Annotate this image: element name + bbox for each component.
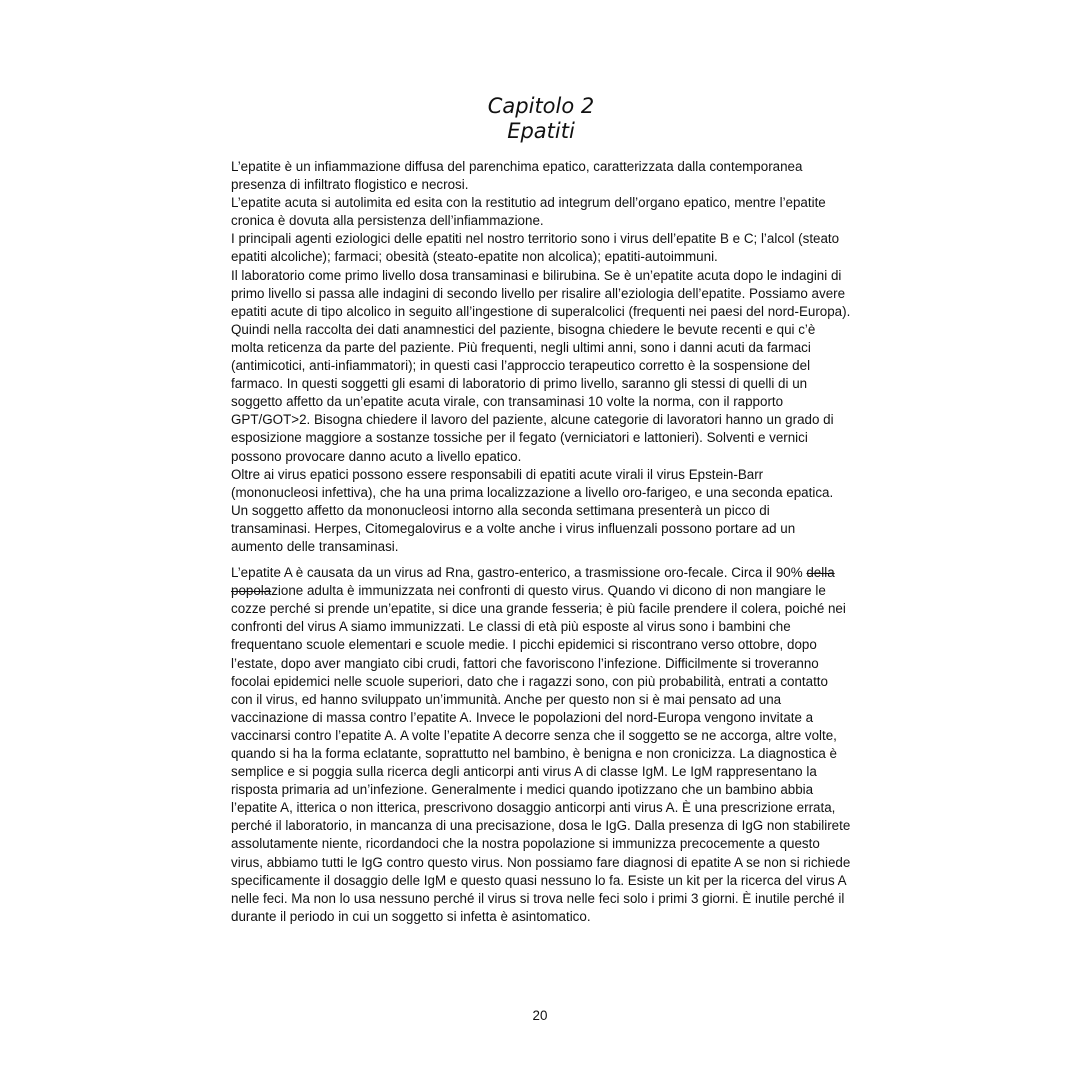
text-run: zione adulta è immunizzata nei confronti di questo virus. Quando vi dicono di non mangiare le cozze perché si prende un’epatite, si dice una grande fesseria; è più facile prendere il colera, poiché nei confronti del virus A siamo immunizzati. Le classi di età più esposte al virus sono i bambini che frequentano scuole elementari e scuole medie. I picchi epidemici si riscontrano verso ottobre, dopo l’estate, dopo aver mangiato cibi crudi, fattori che favoriscono l’infezione. Difficilmente si troveranno focolai epidemici nelle scuole superiori, dato che i ragazzi sono, con più probabilità, entrati a contatto con il virus, ed hanno sviluppato un’immunità. Anche per questo non si è mai pensato ad una vaccinazione di massa contro l’epatite A. Invece le popolazioni del nord-Europa vengono invitate a vaccinarsi contro l’epatite A. A volte l’epatite A decorre senza che il soggetto se ne accorga, altre volte, quando si ha la forma eclatante, soprattutto nel bambino, è benigna e non cronicizza. La diagnostica è semplice e si poggia sulla ricerca degli anticorpi anti virus A di classe IgM. Le IgM rappresentano la risposta primaria ad un’infezione. Generalmente i medici quando ipotizzano che un bambino abbia l’epatite A, itterica o non itterica, prescrivono dosaggio anticorpi anti virus A. È una prescrizione errata, perché il laboratorio, in mancanza di una precisazione, dosa le IgG. Dalla presenza di IgG non stabilirete assolutamente niente, ricordandoci che la nostra popolazione si immunizza precocemente a questo virus, abbiamo tutti le IgG contro questo virus. Non possiamo fare diagnosi di epatite A se non si richiede specificamente il dosaggio delle IgM e questo quasi nessuno lo fa. Esiste un kit per la ricerca del virus A nelle feci. Ma non lo usa nessuno perché il virus si trova nelle feci solo i primi 3 giorni. È inutile perché il durante il periodo in cui un soggetto si infetta è asintomatico. <box>231 583 851 924</box>
chapter-number: Capitolo 2 <box>487 94 595 118</box>
paragraph: Il laboratorio come primo livello dosa transaminasi e bilirubina. Se è un’epatite acuta dopo le indagini di primo livello si passa alle indagini di secondo livello per risalire all’eziologia dell’epatite. Possiamo avere epatiti acute di tipo alcolico in seguito all’ingestione di superalcolici (frequenti nei paesi del nord-Europa). Quindi nella raccolta dei dati anamnestici del paziente, bisogna chiedere le bevute recenti e qui c’è molta reticenza da parte del paziente. Più frequenti, negli ultimi anni, sono i danni acuti da farmaci (antimicotici, anti-infiammatori); in questi casi l’approccio terapeutico corretto è la sospensione del farmaco. In questi soggetti gli esami di laboratorio di primo livello, saranno gli stessi di quelli di un soggetto affetto da un’epatite acuta virale, con transaminasi 10 volte la norma, con il rapporto GPT/GOT>2. Bisogna chiedere il lavoro del paziente, alcune categorie di lavoratori hanno un grado di esposizione maggiore a sostanze tossiche per il fegato (verniciatori e lattonieri). Solventi e vernici possono provocare danno acuto a livello epatico. <box>231 267 851 464</box>
chapter-heading <box>231 94 851 144</box>
section-intro <box>231 158 851 556</box>
section-hepatitis-a <box>231 564 851 926</box>
paragraph: Oltre ai virus epatici possono essere responsabili di epatiti acute virali il virus Epstein-Barr (mononucleosi infettiva), che ha una prima localizzazione a livello oro-farigeo, e una seconda epatica. Un soggetto affetto da mononucleosi intorno alla seconda settimana presenterà un picco di transaminasi. Herpes, Citomegalovirus e a volte anche i virus influenzali possono portare ad un aumento delle transaminasi. <box>231 466 834 554</box>
chapter-title: Epatiti <box>507 119 575 143</box>
paragraph: I principali agenti eziologici delle epatiti nel nostro territorio sono i virus dell’epatite B e C; l’alcol (steato epatiti alcoliche); farmaci; obesità (steato-epatite non alcolica); epatiti-autoimmuni. <box>231 231 840 265</box>
paragraph <box>231 564 851 926</box>
struck-text: della popola <box>231 565 835 599</box>
page-number: 20 <box>532 1008 548 1023</box>
text-run: L’epatite A è causata da un virus ad Rna, gastro-enterico, a trasmissione oro-fecale. Circa il 90% <box>231 565 807 581</box>
body-text <box>231 158 851 926</box>
document-page <box>231 94 851 926</box>
paragraph: L’epatite acuta si autolimita ed esita con la restitutio ad integrum dell’organo epatico, mentre l’epatite cronica è dovuta alla persistenza dell’infiammazione. <box>231 195 826 229</box>
paragraph: L’epatite è un infiammazione diffusa del parenchima epatico, caratterizzata dalla contemporanea presenza di infiltrato flogistico e necrosi. <box>231 159 803 193</box>
